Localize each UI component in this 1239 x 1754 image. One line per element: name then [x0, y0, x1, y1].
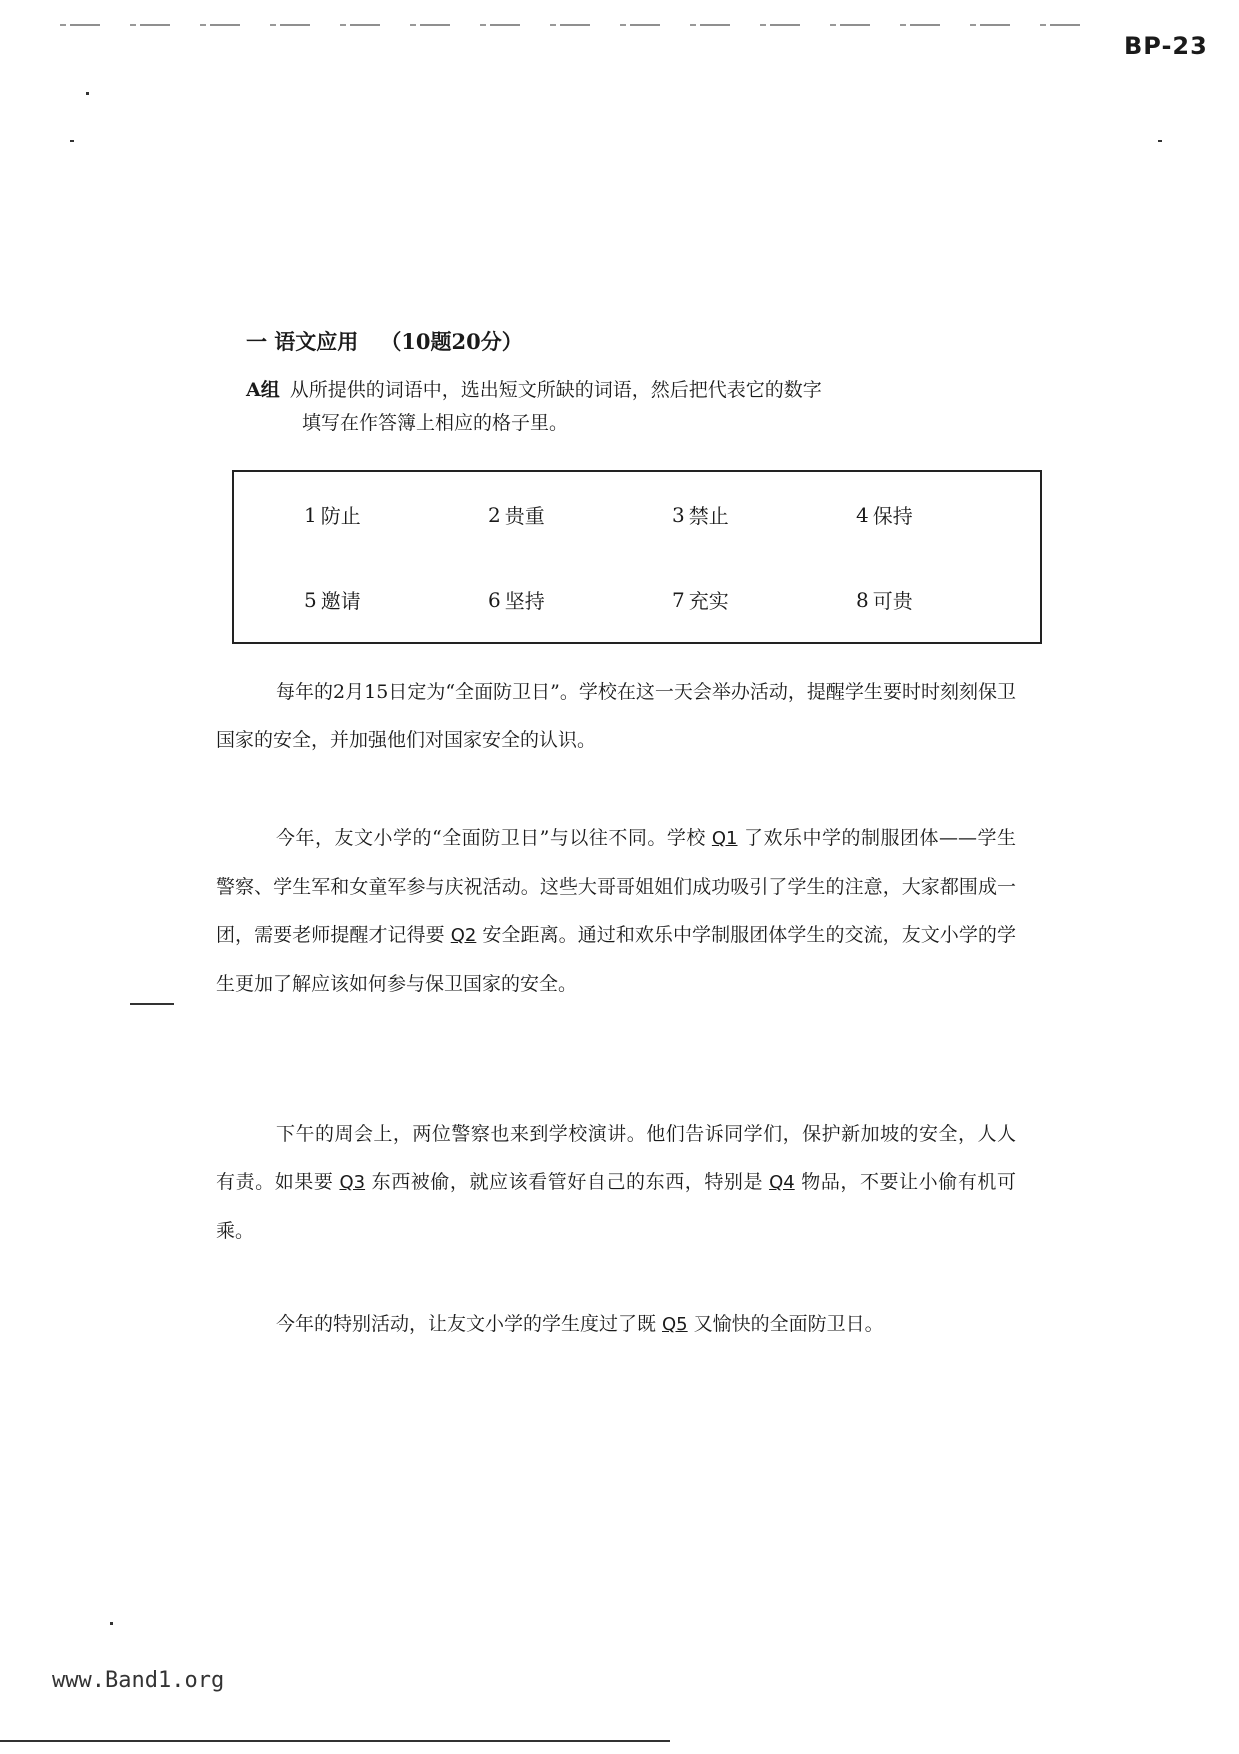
passage-paragraph-2 [216, 814, 1016, 1008]
paragraph-segment: 今年，友文小学的“全面防卫日”与以往不同。学校 [276, 827, 706, 849]
word-option-text: 坚持 [504, 589, 545, 613]
paragraph-segment: 又愉快的全面防卫日。 [693, 1313, 884, 1335]
word-option-text: 贵重 [504, 504, 545, 528]
paragraph-text [216, 814, 1016, 1008]
scan-speck [1158, 140, 1162, 142]
word-option-number: 6 [488, 587, 501, 612]
instruction-line-1: 从所提供的词语中，选出短文所缺的词语，然后把代表它的数字 [289, 379, 822, 401]
scan-speck [70, 140, 74, 142]
scan-speck [86, 92, 89, 95]
section-heading [246, 326, 523, 356]
blank-q4: Q4 [769, 1172, 795, 1193]
word-option-text: 保持 [872, 504, 913, 528]
scan-speck [130, 1003, 174, 1005]
word-option-text: 充实 [688, 589, 729, 613]
blank-q2: Q2 [450, 925, 477, 946]
section-title: 一 语文应用 [246, 329, 359, 354]
paragraph-text [216, 1110, 1016, 1255]
paragraph-segment: 了欢乐中学的制服团体——学生警察、学生军和女童军参与庆祝活动。这些大哥哥姐姐们成功吸引了学生的注意，大家都围成一团，需要老师提醒才记得要 [216, 827, 1016, 946]
paragraph-text [216, 1300, 1016, 1349]
footer-rule [0, 1740, 670, 1742]
blank-q3: Q3 [339, 1172, 366, 1193]
instruction-line-2: 填写在作答簿上相应的格子里。 [302, 412, 569, 434]
instruction [246, 374, 1026, 440]
word-option-number: 5 [304, 587, 317, 612]
word-option-number: 8 [856, 587, 869, 612]
paragraph-segment: 东西被偷，就应该看管好自己的东西，特别是 [371, 1171, 764, 1193]
word-option [304, 557, 488, 642]
word-option-number: 2 [488, 502, 501, 527]
paragraph-segment: 下午的周会上，两位警察也来到学校演讲。他们告诉同学们，保护新加坡的安全，人人有责。如果要 [216, 1123, 1016, 1193]
group-label: A组 [246, 379, 280, 401]
blank-q1: Q1 [711, 828, 738, 849]
word-option-text: 邀请 [320, 589, 361, 613]
word-option [488, 472, 672, 557]
passage-paragraph-1 [216, 668, 1016, 764]
word-option [488, 557, 672, 642]
passage-paragraph-4 [216, 1300, 1016, 1349]
word-option [672, 557, 856, 642]
paragraph-text: 每年的2月15日定为“全面防卫日”。学校在这一天会举办活动，提醒学生要时时刻刻保卫国家的安全，并加强他们对国家安全的认识。 [216, 681, 1016, 751]
word-option [304, 472, 488, 557]
word-option-number: 3 [672, 502, 685, 527]
word-option-number: 1 [304, 502, 317, 527]
page-code: BP-23 [1124, 32, 1208, 60]
paragraph-segment: 今年的特别活动，让友文小学的学生度过了既 [276, 1313, 657, 1335]
paragraph-segment: 物品，不要让小偷有机可乘。 [216, 1171, 1016, 1242]
word-option-number: 4 [856, 502, 869, 527]
word-option [856, 472, 1040, 557]
word-option-number: 7 [672, 587, 685, 612]
word-option [856, 557, 1040, 642]
word-option-text: 可贵 [872, 589, 913, 613]
passage-paragraph-3 [216, 1110, 1016, 1255]
footer-url: www.Band1.org [52, 1668, 225, 1693]
word-option-text: 禁止 [688, 504, 729, 528]
blank-q5: Q5 [662, 1314, 688, 1335]
section-points: （10题20分） [380, 329, 523, 354]
paragraph-segment: 安全距离。通过和欢乐中学制服团体学生的交流，友文小学的学生更加了解应该如何参与保卫国家的安全。 [216, 924, 1016, 995]
scan-noise-top [60, 24, 1100, 26]
word-option-text: 防止 [320, 504, 361, 528]
scan-speck [110, 1622, 113, 1625]
word-bank-box [232, 470, 1042, 644]
word-option [672, 472, 856, 557]
word-bank-grid [234, 472, 1040, 642]
